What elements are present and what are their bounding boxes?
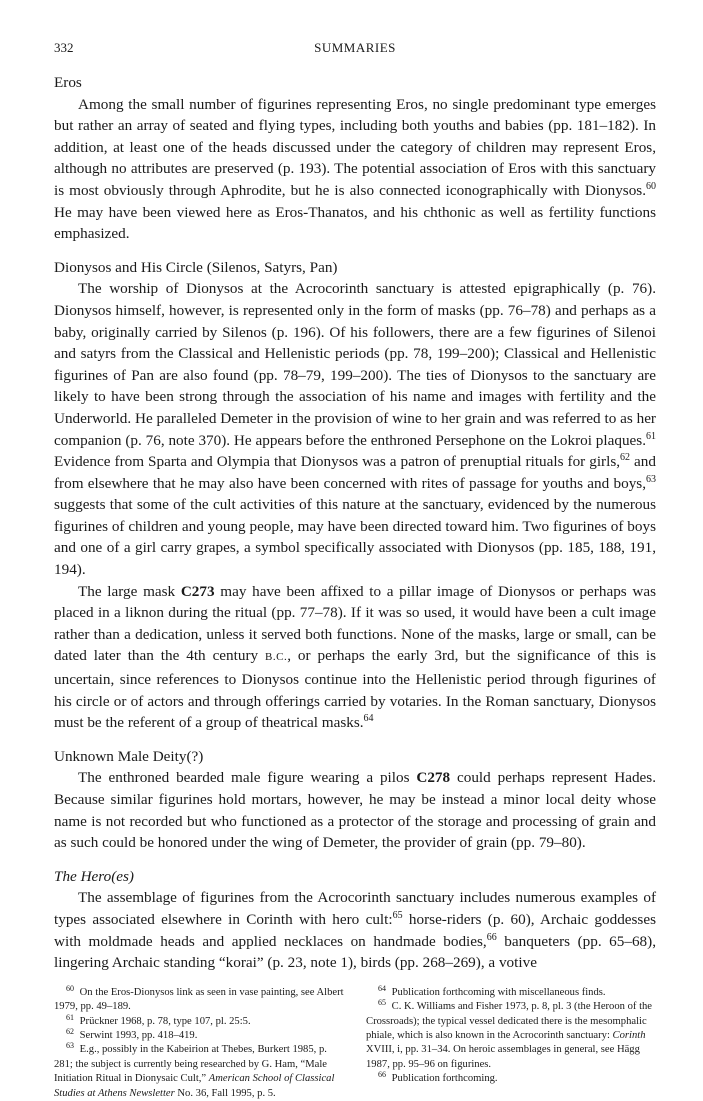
paragraph: Among the small number of figurines representing Eros, no single predominant type emerges but rather an array of seated and flying types, including both youths and babies (pp. 181–182). In addition, at least one of the heads discussed under the category of children may represent Eros, although no attributes are preserved (p. 193). The potential association of Eros with this sanctuary is most obviously through Aphrodite, but he is also connected iconographically with Dionysos.$^{60}$ He may have been viewed here as Eros-Thanatos, and his chthonic as well as fertility functions emphasized. bbox=[54, 95, 656, 243]
footnote: $^{65}$ C. K. Williams and Fisher 1973, p. 8, pl. 3 (the Heroon of the Crossroads); the typical vessel dedicated there is the mesomphalic phiale, which is also known in the Acrocorinth sanctuary: Corinth XVIII, i, pp. 31–34. On heroic assemblages in general, see Hägg 1987, pp. 95–96 on figurines. bbox=[366, 998, 653, 1070]
footnotes-left-column bbox=[54, 983, 344, 1101]
paragraph: The assemblage of figurines from the Acrocorinth sanctuary includes numerous examples of types associated elsewhere in Corinth with hero cult:$^{65}$ horse-riders (p. 60), Archaic goddesses with moldmade heads and applied necklaces on handmade bodies,$^{66}$ banqueters (pp. 65–68), lingering Archaic standing “korai” (p. 23, note 1), birds (pp. 268–269), a votive bbox=[54, 889, 657, 972]
catalog-ref: C273 bbox=[180, 582, 215, 600]
page-number: 332 bbox=[54, 40, 74, 55]
catalog-ref: C278 bbox=[416, 769, 451, 787]
footnote-ref: 62 bbox=[66, 1026, 74, 1036]
footnote: $^{63}$ E.g., possibly in the Kabeirion at Thebes, Burkert 1985, p. 281; the subject is currently being researched by G. Ham, “Male Initiation Ritual in Dionysaic Cult,” American School of Classical Studies at Athens Newsletter No. 36, Fall 1995, p. 5. bbox=[54, 1041, 335, 1099]
footnote: $^{60}$ On the Eros-Dionysos link as seen in vase painting, see Albert 1979, pp. 49–189. bbox=[54, 983, 344, 1013]
footnotes bbox=[54, 983, 656, 1101]
footnote-ref: 61 bbox=[646, 430, 656, 442]
footnote-ref: 62 bbox=[620, 452, 631, 464]
footnote-ref: 63 bbox=[66, 1041, 74, 1051]
footnote-ref: 60 bbox=[66, 983, 74, 993]
footnote: $^{64}$ Publication forthcoming with miscellaneous finds. bbox=[378, 983, 606, 998]
footnote-ref: 66 bbox=[486, 931, 497, 943]
footnote-ref: 64 bbox=[378, 983, 386, 993]
section-heading: Eros bbox=[54, 74, 82, 91]
footnote-ref: 61 bbox=[66, 1012, 74, 1022]
section-heading: The Hero(es) bbox=[54, 867, 134, 885]
page bbox=[54, 40, 656, 1101]
footnote: $^{62}$ Serwint 1993, pp. 418–419. bbox=[66, 1026, 198, 1041]
footnote-ref: 63 bbox=[646, 473, 656, 485]
page-header bbox=[54, 40, 656, 56]
footnote-ref: 64 bbox=[363, 713, 374, 725]
main-text bbox=[54, 72, 656, 974]
section-heading: Dionysos and His Circle (Silenos, Satyrs, Pan) bbox=[54, 258, 338, 276]
section-heading: Unknown Male Deity(?) bbox=[54, 747, 204, 765]
footnote-ref: 60 bbox=[646, 180, 656, 192]
footnote: $^{66}$ Publication forthcoming. bbox=[378, 1070, 498, 1085]
footnote-ref: 65 bbox=[392, 909, 403, 921]
footnote-ref: 65 bbox=[378, 998, 386, 1008]
paragraph: The worship of Dionysos at the Acrocorinth sanctuary is attested epigraphically (p. 76). Dionysos himself, however, is represented only in the form of masks (pp. 76–78) and perhaps as a baby, originally carried by Silenos (p. 196). Of his followers, there are a few figurines of Silenoi and satyrs from the Classical and Hellenistic periods (pp. 78, 199–200); Classical and Hellenistic figurines of Pan are also found (pp. 78–79, 199–200). The ties of Dionysos to the sanctuary are likely to have been strong through the association of his name and images with fertility and the Underworld. He paralleled Demeter in the provision of wine to her grain and was referred to as her companion (p. 76, note 370). He appears before the enthroned Persephone on the Lokroi plaques.$^{61}$ Evidence from Sparta and Olympia that Dionysos was a patron of prenuptial rituals for girls,$^{62}$ and from elsewhere that he may also have been concerned with rites of passage for youths and boys,$^{63}$ suggests that some of the cult activities of this nature at the sanctuary, evidenced by the numerous figurines of children and young people, may have been directed toward him. Two figurines of boys and one of a girl carry grapes, a symbol specifically associated with Dionysos (pp. 185, 188, 191, 194). bbox=[54, 280, 656, 579]
paragraph: The enthroned bearded male figure wearing a pilos C278 could perhaps represent Hades. Because similar figurines hold mortars, however, he may be instead a minor local deity whose name is not recorded but who functioned as a protector of the storage and processing of grain and as such could be honored under the wing of Demeter, the provider of grain (pp. 79–80). bbox=[54, 769, 656, 852]
paragraph: The large mask C273 may have been affixed to a pillar image of Dionysos or perhaps was placed in a liknon during the ritual (pp. 77–78). If it was so used, it would have been a cult image rather than a dedication, unless it served both functions. None of the masks, large or small, can be dated later than the 4th century B.C., or perhaps the early 3rd, but the significance of this is uncertain, since references to Dionysos continue into the Hellenistic period through figurines of his circle or of actors and through offerings carried by votaries. In the Roman sanctuary, Dionysos must be the referent of a group of theatrical masks.$^{64}$ bbox=[54, 582, 657, 732]
running-head: SUMMARIES bbox=[314, 40, 396, 55]
footnote-ref: 66 bbox=[378, 1070, 386, 1080]
footnotes-right-column bbox=[366, 983, 656, 1101]
footnote: $^{61}$ Prückner 1968, p. 78, type 107, pl. 25:5. bbox=[66, 1012, 251, 1027]
